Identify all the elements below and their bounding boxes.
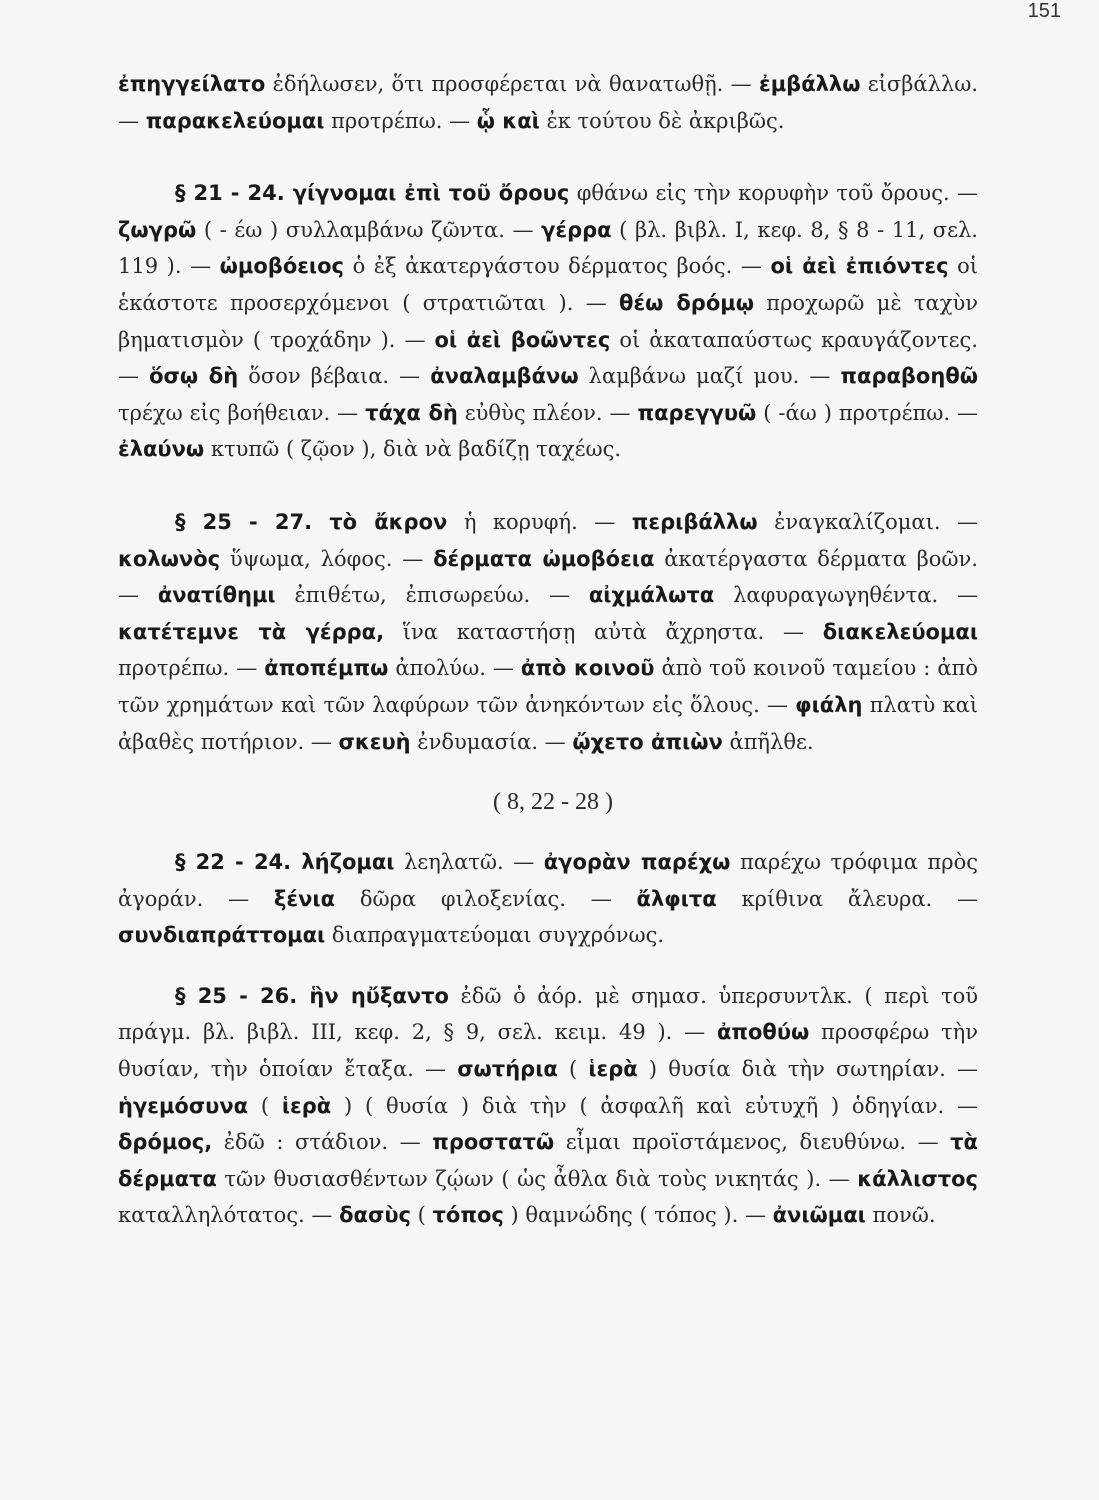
lemma-term: προστατῶ [432, 1130, 555, 1155]
lemma-term: γίγνομαι ἐπὶ τοῦ ὄρους [292, 181, 570, 206]
page-number: 151 [1027, 0, 1061, 22]
lemma-term: δασὺς [339, 1203, 411, 1228]
gloss-text: πλατὺ καὶ ἀβαθὲς ποτήριον. — [118, 692, 978, 754]
lemma-term: παραβοηθῶ [840, 364, 978, 389]
gloss-text: τῶν θυσιασθέντων ζῴων ( ὡς ἆθλα διὰ τοὺς νικητάς ). — [216, 1166, 858, 1191]
lemma-term: § 22 - 24. [175, 850, 302, 875]
lemma-term: σκευὴ [338, 729, 411, 754]
gloss-text: ) θαμνώδης ( τόπος ). — [503, 1203, 773, 1228]
gloss-text: ἀκατέργαστα δέρματα βοῶν. — [118, 546, 978, 608]
gloss-text: οἱ ἀκαταπαύστως κραυγάζοντες. — [118, 327, 978, 389]
lemma-term: ᾧ καὶ [476, 108, 540, 133]
lemma-term: ἀποθύω [716, 1020, 810, 1045]
lemma-term: ἐπηγγείλατο [118, 72, 266, 96]
gloss-text: ( - έω ) συλλαμβάνω ζῶντα. — [196, 217, 542, 242]
gloss-text: δῶρα φιλοξενίας. — [335, 886, 637, 911]
gloss-text: εἰσβάλλω. — [118, 72, 978, 133]
gloss-text: ἀπολύω. — [388, 656, 521, 681]
gloss-text: ( βλ. βιβλ. I, κεφ. 8, § 8 - 11, σελ. 119 ). — [118, 217, 978, 279]
lemma-term: ἀπὸ κοινοῦ [520, 656, 655, 681]
lemma-term: ἐλαύνω [118, 437, 205, 462]
gloss-text: ἐνδυμασία. — [410, 729, 573, 754]
lemma-term: συνδιαπράττομαι [118, 923, 326, 948]
glossary-paragraph [118, 175, 978, 468]
lemma-term: τόπος [432, 1203, 504, 1228]
lemma-term: οἱ ἀεὶ βοῶντες [434, 327, 611, 352]
lemma-term: τὰ δέρματα [118, 1130, 978, 1191]
gloss-text: ἐπιθέτω, ἐπισωρεύω. — [275, 583, 589, 608]
gloss-text: φθάνω εἰς τὴν κορυφὴν τοῦ ὄρους. — [569, 181, 979, 206]
lemma-term: ἐμβάλλω [759, 72, 861, 96]
gloss-text: ἡ κορυφή. — [447, 509, 632, 534]
gloss-text: καταλληλότατος. — [118, 1203, 340, 1228]
lemma-term: ἣν ηὔξαντο [309, 983, 449, 1008]
gloss-text: ἀπῆλθε. [722, 729, 814, 754]
gloss-text: λαφυραγωγηθέντα. — [714, 583, 978, 608]
lemma-term: ὅσῳ δὴ [149, 364, 239, 389]
gloss-text: διαπραγματεύομαι συγχρόνως. [325, 923, 665, 948]
gloss-text: ὕψωμα, λόφος. — [220, 546, 434, 571]
gloss-text: ) ( θυσία ) διὰ τὴν ( ἀσφαλῆ καὶ εὐτυχῆ ) ὁδηγίαν. — [331, 1093, 978, 1118]
lemma-term: παρακελεύομαι [145, 108, 325, 133]
lemma-term: ἱερὰ [281, 1093, 332, 1118]
lemma-term: ἀνατίθημι [157, 583, 276, 608]
gloss-text: ἐναγκαλίζομαι. — [757, 509, 979, 534]
gloss-text: ἀπὸ τοῦ κοινοῦ ταμείου : ἀπὸ τῶν χρημάτων καὶ τῶν λαφύρων τῶν ἀνηκόντων εἰς ὅλους. — [118, 656, 979, 717]
section-heading: ( 8, 22 - 28 ) [493, 789, 613, 816]
gloss-text: ἐδῶ : στάδιον. — [212, 1130, 433, 1155]
gloss-text: κτυπῶ ( ζῷον ), διὰ νὰ βαδίζῃ ταχέως. [204, 437, 622, 462]
lemma-term: λήζομαι [301, 850, 395, 875]
lemma-term: ἀνιῶμαι [772, 1203, 866, 1228]
gloss-text: ἐδῶ ὁ ἀόρ. μὲ σημασ. ὑπερσυντλκ. ( περὶ τοῦ πράγμ. βλ. βιβλ. III, κεφ. 2, § 9, σελ. κειμ. 49 ). — [118, 983, 978, 1045]
lemma-term: ἡγεμόσυνα [118, 1093, 249, 1118]
glossary-paragraph [118, 844, 978, 954]
glossary-paragraph [118, 66, 978, 139]
gloss-text: ( [410, 1203, 433, 1228]
lemma-term: περιβάλλω [631, 509, 758, 534]
gloss-text: ἐδήλωσεν, ὅτι προσφέρεται νὰ θανατωθῇ. — [265, 72, 760, 96]
gloss-text: ( [248, 1093, 282, 1118]
gloss-text: ἐκ τούτου δὲ ἀκριβῶς. [539, 108, 785, 133]
gloss-text: προχωρῶ μὲ ταχὺν βηματισμὸν ( τροχάδην ). — [118, 290, 978, 352]
lemma-term: δέρματα ὠμοβόεια [433, 546, 655, 571]
lemma-term: ἱερὰ [588, 1057, 638, 1082]
lemma-term: δρόμος, [118, 1130, 213, 1155]
lemma-term: κατέτεμνε τὰ γέρρα, [118, 619, 385, 644]
lemma-term: § 21 - 24. [175, 181, 293, 206]
lemma-term: φιάλη [795, 692, 863, 717]
gloss-text: ἵνα καταστήσῃ αὐτὰ ἄχρηστα. — [384, 619, 823, 644]
gloss-text: λαμβάνω μαζί μου. — [578, 364, 841, 389]
lemma-term: ἀναλαμβάνω [430, 364, 579, 389]
lemma-term: οἱ ἀεὶ ἐπιόντες [770, 254, 949, 279]
lemma-term: παρεγγυῶ [637, 400, 757, 425]
page-body [118, 66, 978, 1234]
lemma-term: ᾤχετο ἀπιὼν [572, 729, 723, 754]
gloss-text: παρέχω τρόφιμα πρὸς ἀγοράν. — [118, 850, 978, 911]
lemma-term: ὠμοβόειος [219, 254, 344, 279]
gloss-text: εὐθὺς πλέον. — [457, 400, 638, 425]
lemma-term: αἰχμάλωτα [588, 583, 715, 608]
glossary-paragraph [118, 504, 978, 760]
lemma-term: ζωγρῶ [118, 217, 197, 242]
gloss-text: ) θυσία διὰ τὴν σωτηρίαν. — [637, 1057, 978, 1082]
gloss-text: εἶμαι προϊστάμενος, διευθύνω. — [554, 1130, 951, 1155]
lemma-term: ἀγορὰν παρέχω [543, 850, 731, 875]
gloss-text: ὅσον βέβαια. — [238, 364, 431, 389]
lemma-term: σωτήρια [457, 1057, 558, 1082]
lemma-term: θέω δρόμῳ [619, 290, 754, 315]
lemma-term: τάχα δὴ [365, 400, 458, 425]
gloss-text: ὁ ἐξ ἀκατεργάστου δέρματος βοός. — [344, 254, 771, 279]
gloss-text: οἱ ἑκάστοτε προσερχόμενοι ( στρατιῶται ). — [118, 254, 978, 315]
gloss-text: πονῶ. [865, 1203, 936, 1228]
glossary-block-2 [118, 844, 978, 1234]
glossary-paragraph [118, 978, 978, 1234]
lemma-term: ξένια [273, 886, 335, 911]
lemma-term: τὸ ἄκρον [329, 509, 448, 534]
gloss-text: λεηλατῶ. — [394, 850, 544, 875]
gloss-text: τρέχω εἰς βοήθειαν. — [118, 400, 366, 425]
gloss-text: προτρέπω. — [118, 656, 265, 681]
gloss-text: ( -άω ) προτρέπω. — [756, 400, 979, 425]
lemma-term: ἄλφιτα [636, 886, 717, 911]
glossary-block-1 [118, 66, 978, 760]
lemma-term: § 25 - 26. [175, 983, 310, 1008]
gloss-text: ( [557, 1057, 589, 1082]
lemma-term: γέρρα [541, 217, 612, 242]
lemma-term: κάλλιστος [857, 1166, 978, 1191]
gloss-text: κρίθινα ἄλευρα. — [716, 886, 978, 911]
lemma-term: κολωνὸς [118, 546, 221, 571]
lemma-term: ἀποπέμπω [264, 656, 389, 681]
gloss-text: προσφέρω τὴν θυσίαν, τὴν ὁποίαν ἔταξα. — [118, 1020, 978, 1082]
gloss-text: προτρέπω. — [324, 108, 477, 133]
lemma-term: διακελεύομαι [822, 619, 978, 644]
lemma-term: § 25 - 27. [175, 509, 330, 534]
